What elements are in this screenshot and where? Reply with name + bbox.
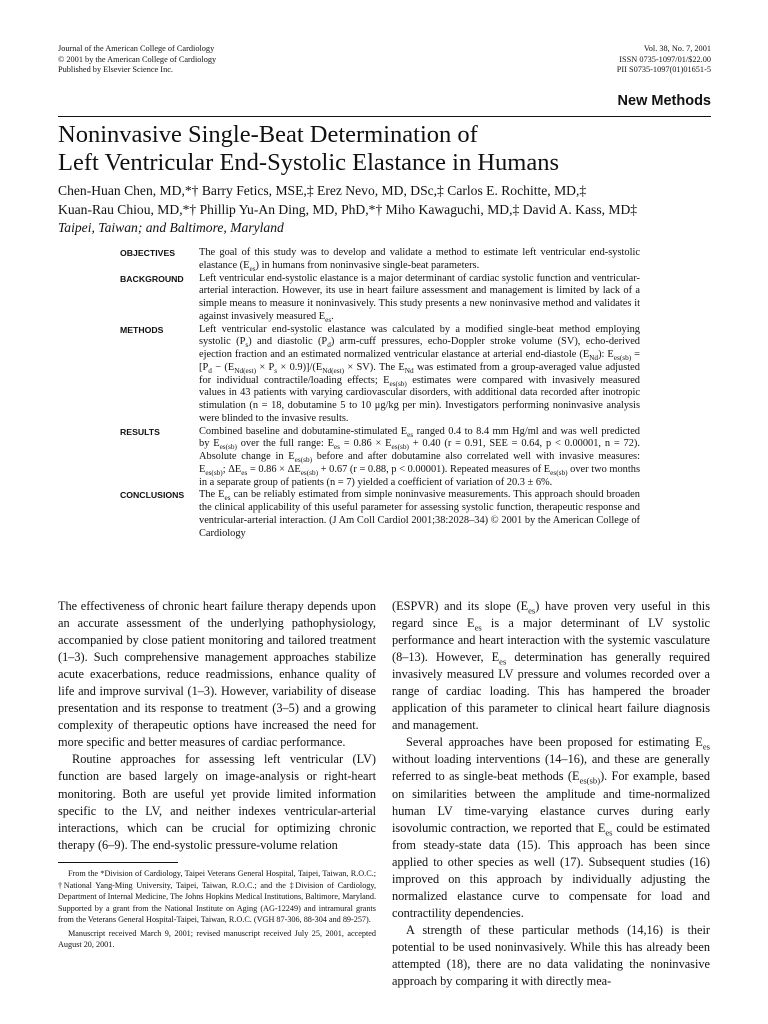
citation: (J Am Coll Cardiol 2001;38:2028–34) © 2001 by the American College of Cardiology [199, 514, 640, 539]
conclusions-text: The $E_{es}$ can be reliably estimated from simple noninvasive measurements. This approach should broaden the clinical applicability of this useful parameter for assessing systolic function, therapeutic response and ventricular-arterial interaction. (J Am Coll Cardiol 2001;38:2028–34) © 2001 by the American College of Cardiology [199, 489, 640, 539]
abstract-methods [120, 324, 640, 426]
journal-issn: ISSN 0735-1097/01/$22.00 [619, 54, 711, 64]
title-line-1: Noninvasive Single-Beat Determination of [58, 121, 478, 148]
title-line-2: Left Ventricular End-Systolic Elastance in Humans [58, 149, 559, 176]
abstract [120, 247, 640, 540]
journal-pii: PII S0735-1097(01)01651-5 [616, 65, 711, 75]
intro-paragraph-2: Routine approaches for assessing left ventricular (LV) function are based largely on image-analysis or right-heart monitoring. Both are useful yet provide limited information specific to the LV, and neither indexes ventricular-arterial interactions, which can be crucial for optimizing chronic therapy (6–9). The end-systolic pressure-volume relation [58, 752, 376, 852]
right-paragraph-1: (ESPVR) and its slope $(E_{es})$ have proven very useful in this regard since $E_{es}$ is a major determinant of LV systolic performance and heart interaction with the systemic vasculature (8–13). However, $E_{es}$ determination has generally required invasively measured LV pressure and volumes recorded over a range of cardiac loading. This has hampered the broader application of this parameter to clinical heart failure diagnosis and management. [392, 599, 710, 733]
body-left-column [58, 598, 376, 854]
journal-header-right [617, 44, 711, 76]
right-paragraph-2: Several approaches have been proposed for estimating $E_{es}$ without loading interventions (14–16), and these are generally referred to as single-beat methods $(E_{es(sb)})$. For example, based on similarities between the amplitude and time-normalized human LV time-varying elastance curves during early isovolumic contraction, we reported that $E_{es}$ could be estimated from steady-state data (15). This approach has been since applied to other species as well (17). Subsequent studies (16) improved on this approach by individually adjusting the normalized elastance curve to compensate for load and contractility dependencies. [392, 735, 710, 920]
objectives-label: OBJECTIVES [120, 248, 176, 258]
footnote-affiliation: From the *Division of Cardiology, Taipei Veterans General Hospital, Taipei, Taiwan, R.O.C.; †National Yang-Ming University, Taipei, Taiwan, R.O.C.; and the ‡Division of Cardiology, Department of Internal Medicine, The Johns Hopkins Medical Institutions, Baltimore, Maryland. Supported by a grant from the National Institute on Aging (AG-12249) and intramural grants from the Veterans General Hospital-Taipei, Taiwan, R.O.C. (VGH 87-306, 88-304 and 89-257). [58, 869, 376, 924]
intro-paragraph-1: The effectiveness of chronic heart failure therapy depends upon an accurate assessment of the underlying pathophysiology, accompanied by close patient monitoring and tailored treatment (1–3). Such comprehensive management approaches stabilize acute exacerbations, reduce readmissions, enhance quality of life and improve survival (1–3). However, variability of disease presentation and its response to treatment (3–5) and a growing complexity of therapeutic options have increased the need for more specific and better measures of cardiac performance. [58, 599, 376, 750]
journal-copyright: © 2001 by the American College of Cardiology [58, 54, 217, 64]
background-label: BACKGROUND [120, 273, 184, 284]
authors-line-1: Chen-Huan Chen, MD,*† Barry Fetics, MSE,‡ Erez Nevo, MD, DSc,‡ Carlos E. Rochitte, MD,‡ [58, 183, 587, 198]
header-rule [58, 116, 711, 117]
journal-volume: Vol. 38, No. 7, 2001 [643, 44, 711, 53]
body-right-column [392, 598, 710, 990]
abstract-conclusions [120, 489, 640, 540]
methods-text: Left ventricular end-systolic elastance was calculated by a modified single-beat method employing systolic $(P_s)$ and diastolic $(P_d)$ arm-cuff pressures, echo-Doppler stroke volume (SV), echo-derived ejection fraction and an estimated normalized ventricular elastance at arterial end-diastole $(E_{Nd})$: $E_{es(sb)} = [P_d - (E_{Nd(est)} \times P_s \times 0.9)]/(E_{Nd(est)} \times SV)$. The $E_{Nd}$ was estimated from a group-averaged value adjusted for individual contractile/loading effects; $E_{es(sb)}$ estimates were compared with invasively measured values in 43 patients with varying cardiovascular disorders, with additional data recorded after inotropic stimulation (n = 18, dobutamine 5 to 10 μg/kg per min). Investigators performing noninvasive analysis were blinded to the invasive results. [199, 323, 640, 424]
section-label: New Methods [617, 93, 711, 109]
journal-header-left [58, 44, 216, 76]
footnote [58, 868, 376, 953]
abstract-background [120, 273, 640, 324]
objectives-text: The goal of this study was to develop and validate a method to estimate left ventricular end-systolic elastance $(E_{es})$ in humans from noninvasive single-beat parameters. [199, 247, 640, 273]
right-paragraph-3: A strength of these particular methods (14,16) is their potential to be used noninvasively. While this has already been attempted (18), there are no data validating the noninvasive approach by comparing it with directly mea- [392, 922, 710, 989]
author-location: Taipei, Taiwan; and Baltimore, Maryland [58, 220, 284, 235]
results-text: Combined baseline and dobutamine-stimulated $E_{es}$ ranged 0.4 to 8.4 mm Hg/ml and was well predicted by $E_{es(sb)}$ over the full range: $E_{es} = 0.86 \times E_{es(sb)} + 0.40$ (r = 0.91, SEE = 0.64, p < 0.00001, n = 72). Absolute change in $E_{es(sb)}$ before and after dobutamine also correlated well with invasive measures: $E_{es(sb)}$; $\Delta E_{es} = 0.86 \times \Delta E_{es(sb)} + 0.67$ (r = 0.88, p < 0.00001). Repeated measures of $E_{es(sb)}$ over two months in a separate group of patients (n = 7) yielded a coefficient of variation of 20.3 ± 6%. [199, 425, 640, 488]
footnote-rule [58, 862, 178, 863]
abstract-results [120, 426, 640, 490]
footnote-received: Manuscript received March 9, 2001; revised manuscript received July 25, 2001, accepted August 20, 2001. [58, 928, 376, 949]
journal-publisher: Published by Elsevier Science Inc. [58, 65, 173, 75]
author-list [58, 182, 718, 219]
abstract-objectives [120, 247, 640, 273]
background-text: Left ventricular end-systolic elastance is a major determinant of cardiac systolic function and ventricular-arterial interaction. However, its use in heart failure assessment and management is limited by lack of a simple means to measure it noninvasively. This study presents a new noninvasive method and validates it against invasively measured $E_{es}$. [199, 272, 640, 324]
authors-line-2: Kuan-Rau Chiou, MD,*† Phillip Yu-An Ding, MD, PhD,*† Miho Kawaguchi, MD,‡ David A. Kass, MD‡ [58, 201, 638, 217]
conclusions-label: CONCLUSIONS [120, 490, 185, 501]
results-label: RESULTS [120, 426, 160, 437]
methods-label: METHODS [120, 324, 164, 335]
article-title [58, 121, 718, 177]
journal-name: Journal of the American College of Cardiology [58, 44, 215, 53]
